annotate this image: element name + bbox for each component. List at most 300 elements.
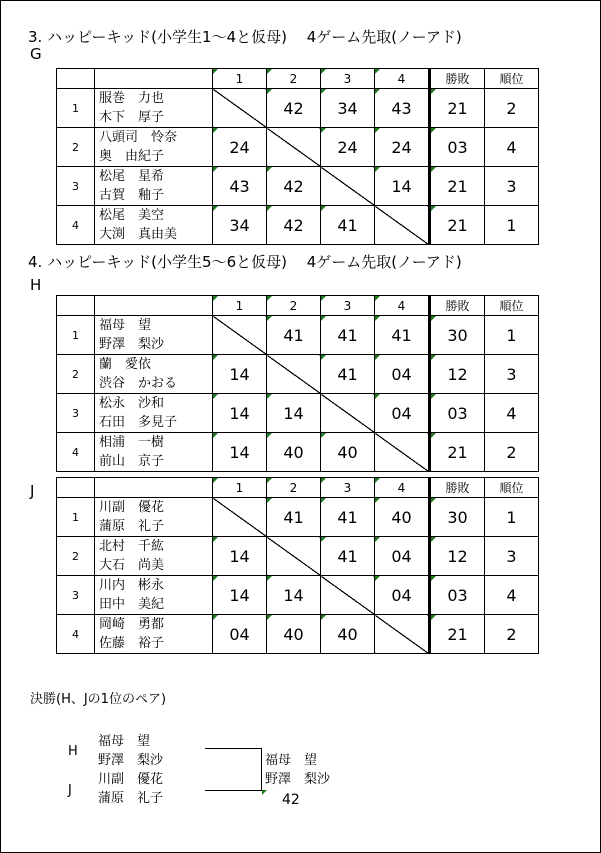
score-cell xyxy=(213,576,267,615)
score-cell xyxy=(375,576,430,615)
diagonal-cell xyxy=(375,615,430,654)
pair-names xyxy=(95,316,213,355)
result-cell-text: 12 xyxy=(447,546,468,566)
diagonal-cell xyxy=(213,316,267,355)
player-name: 渋谷 かおる xyxy=(99,376,178,391)
header-col-2 xyxy=(267,69,321,89)
cell-marker xyxy=(375,316,380,321)
score-cell xyxy=(321,128,375,167)
row-number xyxy=(57,206,95,245)
cell-marker xyxy=(267,498,272,503)
rank-cell xyxy=(485,206,539,245)
score-cell xyxy=(267,316,321,355)
cell-marker xyxy=(321,355,326,360)
final-j-player-2: 蒲原 礼子 xyxy=(98,791,164,806)
score-cell xyxy=(321,316,375,355)
score-cell-text: 41 xyxy=(391,325,412,345)
row-number-text: 2 xyxy=(72,367,79,381)
result-cell xyxy=(430,537,485,576)
row-number-text: 3 xyxy=(72,179,79,193)
player-name: 福母 望 xyxy=(99,318,152,333)
result-cell-text: 21 xyxy=(447,624,468,644)
header-result xyxy=(430,478,485,498)
final-j-player-1: 川副 優花 xyxy=(98,772,164,787)
cell-marker xyxy=(267,89,272,94)
header-col-3 xyxy=(321,69,375,89)
result-cell-text: 21 xyxy=(447,442,468,462)
table-row xyxy=(57,206,539,245)
header-col-2-text: 2 xyxy=(289,298,298,313)
score-cell xyxy=(375,355,430,394)
pair-names xyxy=(95,206,213,245)
table-header-row xyxy=(57,296,539,316)
cell-marker xyxy=(431,576,436,581)
row-number-text: 3 xyxy=(72,588,79,602)
score-cell-text: 40 xyxy=(337,624,358,644)
cell-marker xyxy=(267,69,272,74)
player-name: 松永 沙和 xyxy=(99,396,165,411)
diagonal-cell xyxy=(267,355,321,394)
table-row xyxy=(57,498,539,537)
score-cell xyxy=(375,394,430,433)
player-name: 石田 多見子 xyxy=(99,415,178,430)
score-cell-text: 04 xyxy=(391,585,412,605)
score-cell xyxy=(375,498,430,537)
rank-cell xyxy=(485,537,539,576)
player-name: 相浦 一樹 xyxy=(99,435,165,450)
cell-marker xyxy=(431,89,436,94)
header-col-2-text: 2 xyxy=(289,71,298,86)
score-cell xyxy=(213,206,267,245)
table-row xyxy=(57,433,539,472)
cell-marker xyxy=(213,296,218,301)
pair-names xyxy=(95,89,213,128)
diagonal-cell xyxy=(375,433,430,472)
rank-cell-text: 1 xyxy=(506,507,517,527)
cell-marker xyxy=(213,206,218,211)
result-cell xyxy=(430,615,485,654)
header-col-3-text: 3 xyxy=(343,298,352,313)
row-number xyxy=(57,576,95,615)
cell-marker xyxy=(431,433,436,438)
diagonal-cell xyxy=(375,206,430,245)
score-cell-text: 14 xyxy=(391,176,412,196)
result-cell-text: 30 xyxy=(447,325,468,345)
rank-cell-text: 4 xyxy=(506,403,517,423)
cell-marker xyxy=(267,394,272,399)
bracket-j-line xyxy=(205,790,262,791)
header-col-2-text: 2 xyxy=(289,480,298,495)
table-header-row xyxy=(57,478,539,498)
rank-cell xyxy=(485,128,539,167)
rank-cell xyxy=(485,615,539,654)
score-cell xyxy=(267,167,321,206)
rank-cell xyxy=(485,89,539,128)
score-cell xyxy=(213,433,267,472)
player-name: 北村 千紘 xyxy=(99,539,165,554)
score-cell-text: 24 xyxy=(229,137,250,157)
row-number-text: 2 xyxy=(72,549,79,563)
score-cell xyxy=(321,537,375,576)
row-number xyxy=(57,355,95,394)
cell-marker xyxy=(375,167,380,172)
table-row xyxy=(57,128,539,167)
player-name: 川副 優花 xyxy=(99,500,165,515)
final-h-player-2: 野澤 梨沙 xyxy=(98,753,164,768)
player-name: 服巻 力也 xyxy=(99,91,165,106)
cell-marker xyxy=(375,296,380,301)
score-cell xyxy=(375,537,430,576)
header-col-1-text: 1 xyxy=(235,480,244,495)
player-name: 八頭司 怜奈 xyxy=(99,130,178,145)
row-number xyxy=(57,433,95,472)
player-name: 大石 尚美 xyxy=(99,558,165,573)
header-blank-index xyxy=(57,69,95,89)
rank-cell-text: 3 xyxy=(506,546,517,566)
header-col-4 xyxy=(375,296,430,316)
cell-marker xyxy=(213,576,218,581)
score-cell-text: 41 xyxy=(337,215,358,235)
diagonal-cell xyxy=(267,128,321,167)
result-cell xyxy=(430,355,485,394)
table-row xyxy=(57,167,539,206)
row-number xyxy=(57,498,95,537)
rank-cell-text: 3 xyxy=(506,176,517,196)
result-cell-text: 03 xyxy=(447,137,468,157)
row-number xyxy=(57,89,95,128)
header-rank xyxy=(485,69,539,89)
diagonal-cell xyxy=(213,89,267,128)
pair-names xyxy=(95,537,213,576)
player-name: 古賀 釉子 xyxy=(99,188,165,203)
header-col-3-text: 3 xyxy=(343,71,352,86)
table-header-row xyxy=(57,69,539,89)
cell-marker xyxy=(321,537,326,542)
table-row xyxy=(57,615,539,654)
cell-marker xyxy=(213,433,218,438)
cell-marker xyxy=(213,478,218,483)
player-name: 木下 厚子 xyxy=(99,110,165,125)
round-robin-table xyxy=(56,295,539,472)
score-cell xyxy=(267,498,321,537)
row-number xyxy=(57,316,95,355)
cell-marker xyxy=(375,128,380,133)
final-j-label: J xyxy=(68,783,72,798)
row-number xyxy=(57,167,95,206)
score-cell-text: 24 xyxy=(391,137,412,157)
score-cell-text: 41 xyxy=(337,325,358,345)
cell-marker xyxy=(267,433,272,438)
cell-marker xyxy=(375,69,380,74)
cell-marker xyxy=(321,296,326,301)
result-cell-text: 30 xyxy=(447,507,468,527)
player-name: 大渕 真由美 xyxy=(99,227,178,242)
table-row xyxy=(57,537,539,576)
header-col-1 xyxy=(213,478,267,498)
pair-names xyxy=(95,394,213,433)
row-number xyxy=(57,537,95,576)
result-cell-text: 03 xyxy=(447,585,468,605)
cell-marker xyxy=(431,615,436,620)
cell-marker xyxy=(213,69,218,74)
header-rank xyxy=(485,296,539,316)
table-row xyxy=(57,89,539,128)
score-cell xyxy=(267,615,321,654)
score-cell-text: 14 xyxy=(229,403,250,423)
table-row xyxy=(57,394,539,433)
rank-cell-text: 1 xyxy=(506,215,517,235)
score-cell-text: 14 xyxy=(229,546,250,566)
player-name: 松尾 美空 xyxy=(99,208,165,223)
pair-names xyxy=(95,576,213,615)
score-cell xyxy=(321,355,375,394)
result-cell xyxy=(430,394,485,433)
result-cell xyxy=(430,576,485,615)
result-cell xyxy=(430,128,485,167)
result-cell-text: 03 xyxy=(447,403,468,423)
score-cell-text: 34 xyxy=(337,98,358,118)
cell-marker xyxy=(213,394,218,399)
cell-marker xyxy=(375,576,380,581)
cell-marker xyxy=(321,316,326,321)
score-cell xyxy=(213,615,267,654)
result-cell-text: 21 xyxy=(447,98,468,118)
score-cell xyxy=(375,167,430,206)
cell-marker xyxy=(213,167,218,172)
header-col-4-text: 4 xyxy=(397,71,406,86)
header-blank-names xyxy=(95,296,213,316)
rank-cell-text: 3 xyxy=(506,364,517,384)
row-number xyxy=(57,128,95,167)
pair-names xyxy=(95,615,213,654)
rank-cell xyxy=(485,433,539,472)
row-number-text: 3 xyxy=(72,406,79,420)
score-cell-text: 42 xyxy=(283,215,304,235)
section-title-h: 4. ハッピーキッド(小学生5～6と仮母) 4ゲーム先取(ノーアド) xyxy=(28,253,462,271)
score-cell-text: 14 xyxy=(229,364,250,384)
score-cell xyxy=(375,316,430,355)
diagonal-cell xyxy=(321,394,375,433)
cell-marker xyxy=(321,498,326,503)
cell-marker xyxy=(267,206,272,211)
score-cell-text: 40 xyxy=(337,442,358,462)
header-rank-text: 順位 xyxy=(499,72,524,86)
player-name: 川内 彬永 xyxy=(99,578,165,593)
bracket-vertical-line xyxy=(261,748,262,791)
diagonal-cell xyxy=(267,537,321,576)
score-cell xyxy=(321,498,375,537)
cell-marker xyxy=(431,206,436,211)
cell-marker xyxy=(375,355,380,360)
header-blank-names xyxy=(95,478,213,498)
rank-cell-text: 4 xyxy=(506,137,517,157)
score-cell-text: 14 xyxy=(283,403,304,423)
cell-marker xyxy=(267,316,272,321)
row-number xyxy=(57,615,95,654)
cell-marker xyxy=(267,576,272,581)
score-cell-text: 14 xyxy=(229,585,250,605)
diagonal-cell xyxy=(321,167,375,206)
header-col-4 xyxy=(375,69,430,89)
score-cell xyxy=(321,615,375,654)
header-result xyxy=(430,296,485,316)
cell-marker xyxy=(375,498,380,503)
score-cell xyxy=(321,89,375,128)
header-result xyxy=(430,69,485,89)
pair-names xyxy=(95,167,213,206)
header-blank-index xyxy=(57,478,95,498)
cell-marker xyxy=(267,478,272,483)
score-cell xyxy=(213,537,267,576)
cell-marker xyxy=(431,355,436,360)
score-cell xyxy=(213,128,267,167)
cell-marker xyxy=(267,615,272,620)
row-number-text: 4 xyxy=(72,627,79,641)
score-cell xyxy=(321,433,375,472)
score-cell-text: 41 xyxy=(283,325,304,345)
header-col-3 xyxy=(321,478,375,498)
rank-cell xyxy=(485,498,539,537)
score-cell-text: 04 xyxy=(391,364,412,384)
cell-marker xyxy=(262,790,267,795)
player-name: 野澤 梨沙 xyxy=(99,337,165,352)
player-name: 田中 美紀 xyxy=(99,597,165,612)
header-blank-index xyxy=(57,296,95,316)
pair-names xyxy=(95,128,213,167)
player-name: 岡崎 勇都 xyxy=(99,617,165,632)
header-rank-text: 順位 xyxy=(499,481,524,495)
score-cell-text: 41 xyxy=(337,546,358,566)
score-cell-text: 04 xyxy=(391,546,412,566)
score-cell xyxy=(375,89,430,128)
score-cell xyxy=(321,206,375,245)
score-cell-text: 42 xyxy=(283,176,304,196)
result-cell xyxy=(430,89,485,128)
player-name: 松尾 星希 xyxy=(99,169,165,184)
group-label-j: J xyxy=(30,482,35,500)
diagonal-cell xyxy=(321,576,375,615)
row-number xyxy=(57,394,95,433)
bracket-h-line xyxy=(205,748,262,749)
header-col-1-text: 1 xyxy=(235,298,244,313)
group-label-h: H xyxy=(30,276,42,294)
group-label-g: G xyxy=(30,45,42,63)
header-col-4-text: 4 xyxy=(397,480,406,495)
cell-marker xyxy=(321,206,326,211)
result-cell-text: 21 xyxy=(447,176,468,196)
header-result-text: 勝敗 xyxy=(445,72,470,86)
header-blank-names xyxy=(95,69,213,89)
score-cell-text: 43 xyxy=(229,176,250,196)
score-cell-text: 40 xyxy=(391,507,412,527)
cell-marker xyxy=(431,537,436,542)
cell-marker xyxy=(321,615,326,620)
rank-cell xyxy=(485,394,539,433)
rank-cell xyxy=(485,316,539,355)
player-name: 蘭 愛依 xyxy=(99,357,152,372)
cell-marker xyxy=(213,355,218,360)
score-cell xyxy=(267,433,321,472)
cell-marker xyxy=(321,69,326,74)
final-score: 42 xyxy=(282,792,300,808)
score-cell-text: 40 xyxy=(283,624,304,644)
row-number-text: 1 xyxy=(72,101,79,115)
score-cell xyxy=(267,206,321,245)
header-rank-text: 順位 xyxy=(499,299,524,313)
round-robin-table xyxy=(56,477,539,654)
header-col-4 xyxy=(375,478,430,498)
table-row xyxy=(57,316,539,355)
cell-marker xyxy=(431,167,436,172)
header-col-4-text: 4 xyxy=(397,298,406,313)
header-col-3 xyxy=(321,296,375,316)
result-cell xyxy=(430,433,485,472)
final-winner-1: 福母 望 xyxy=(265,753,318,768)
score-cell-text: 34 xyxy=(229,215,250,235)
header-col-3-text: 3 xyxy=(343,480,352,495)
header-col-1 xyxy=(213,296,267,316)
result-cell xyxy=(430,167,485,206)
cell-marker xyxy=(321,433,326,438)
result-cell xyxy=(430,498,485,537)
row-number-text: 1 xyxy=(72,328,79,342)
score-cell xyxy=(267,394,321,433)
cell-marker xyxy=(375,478,380,483)
score-cell-text: 04 xyxy=(391,403,412,423)
score-cell xyxy=(213,167,267,206)
final-title: 決勝(H、Jの1位のペア) xyxy=(30,692,167,707)
rank-cell-text: 2 xyxy=(506,624,517,644)
score-cell-text: 14 xyxy=(283,585,304,605)
player-name: 蒲原 礼子 xyxy=(99,519,165,534)
rank-cell-text: 4 xyxy=(506,585,517,605)
row-number-text: 4 xyxy=(72,218,79,232)
score-cell-text: 40 xyxy=(283,442,304,462)
header-result-text: 勝敗 xyxy=(445,481,470,495)
table-row xyxy=(57,355,539,394)
score-cell-text: 41 xyxy=(337,364,358,384)
cell-marker xyxy=(213,128,218,133)
score-cell xyxy=(267,576,321,615)
cell-marker xyxy=(431,498,436,503)
header-col-1-text: 1 xyxy=(235,71,244,86)
score-cell xyxy=(213,355,267,394)
cell-marker xyxy=(267,167,272,172)
final-h-label: H xyxy=(68,744,78,759)
rank-cell xyxy=(485,167,539,206)
score-cell-text: 42 xyxy=(283,98,304,118)
score-cell xyxy=(213,394,267,433)
score-cell-text: 14 xyxy=(229,442,250,462)
table-row xyxy=(57,576,539,615)
row-number-text: 1 xyxy=(72,510,79,524)
score-cell-text: 04 xyxy=(229,624,250,644)
score-cell-text: 41 xyxy=(337,507,358,527)
pair-names xyxy=(95,498,213,537)
cell-marker xyxy=(321,478,326,483)
pair-names xyxy=(95,355,213,394)
result-cell xyxy=(430,206,485,245)
cell-marker xyxy=(431,316,436,321)
cell-marker xyxy=(431,394,436,399)
row-number-text: 4 xyxy=(72,445,79,459)
score-cell-text: 43 xyxy=(391,98,412,118)
cell-marker xyxy=(375,537,380,542)
rank-cell-text: 1 xyxy=(506,325,517,345)
cell-marker xyxy=(375,394,380,399)
header-result-text: 勝敗 xyxy=(445,299,470,313)
player-name: 前山 京子 xyxy=(99,454,165,469)
